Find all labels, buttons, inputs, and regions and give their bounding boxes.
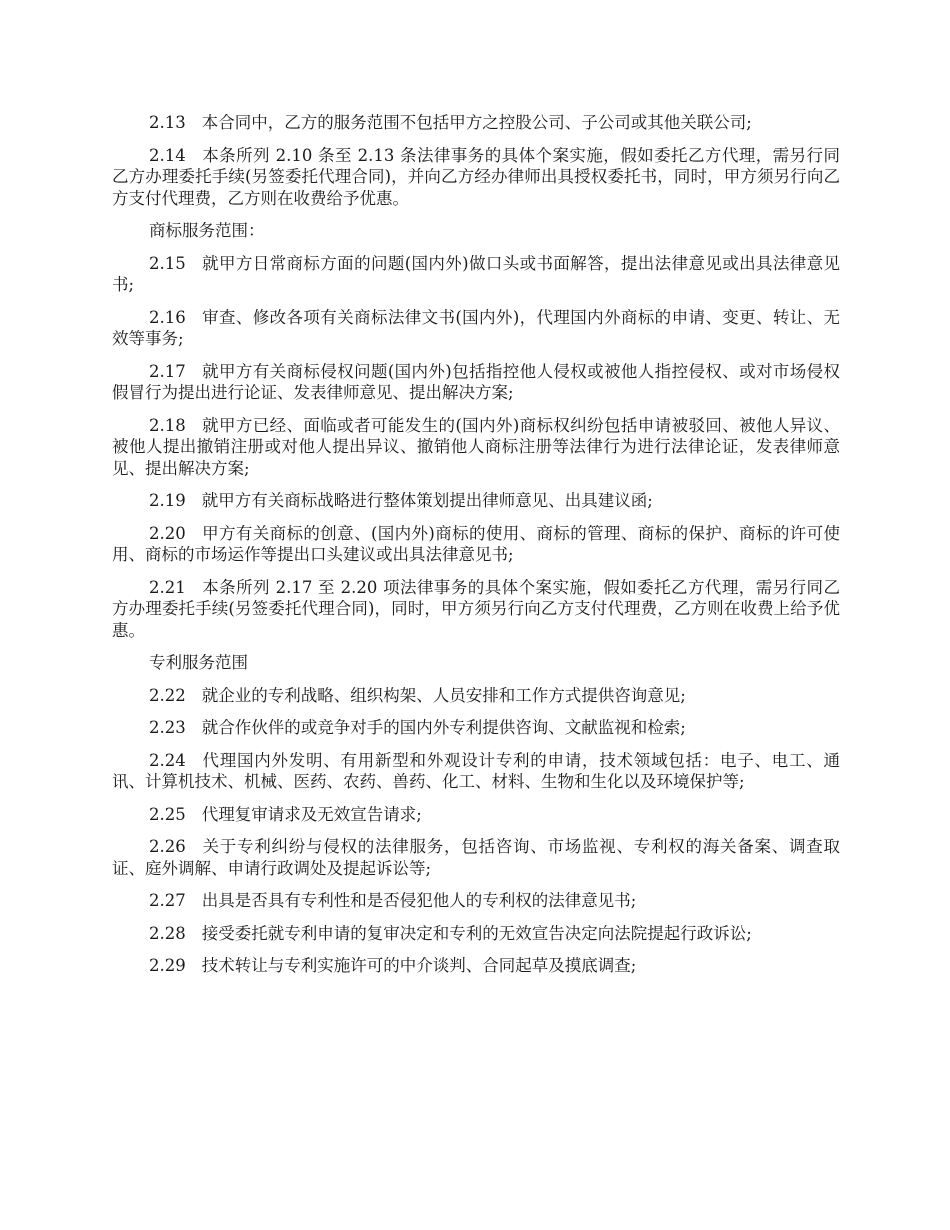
clause-2-13 xyxy=(112,112,840,134)
clause-2-20 xyxy=(112,523,840,566)
clause-text: 就甲方有关商标战略进行整体策划提出律师意见、出具建议函; xyxy=(201,491,653,510)
clause-2-23 xyxy=(112,717,840,739)
clause-number: 2.29 xyxy=(149,956,186,975)
clause-text: 就企业的专利战略、组织构架、人员安排和工作方式提供咨询意见; xyxy=(201,685,686,705)
clause-text: 审查、修改各项有关商标法律文书(国内外)，代理国内外商标的申请、变更、转让、无效等事务; xyxy=(112,307,840,348)
clause-2-15 xyxy=(112,253,840,296)
clause-2-21 xyxy=(112,577,840,642)
clause-2-18 xyxy=(112,415,840,480)
clause-2-19 xyxy=(112,490,840,512)
clause-2-26 xyxy=(112,836,840,879)
clause-number: 2.21 xyxy=(149,577,186,597)
clause-text: 接受委托就专利申请的复审决定和专利的无效宣告决定向法院提起行政诉讼; xyxy=(201,923,752,943)
clause-2-25 xyxy=(112,804,840,826)
clause-2-16 xyxy=(112,307,840,350)
section-heading-patent: 专利服务范围 xyxy=(149,653,248,672)
clause-number: 2.23 xyxy=(149,718,186,737)
clause-number: 2.26 xyxy=(149,837,186,856)
clause-2-29 xyxy=(112,955,840,977)
clause-number: 2.19 xyxy=(149,491,186,510)
clause-number: 2.22 xyxy=(149,685,186,705)
clause-2-28 xyxy=(112,923,840,945)
clause-2-22 xyxy=(112,685,840,707)
document-page xyxy=(112,112,840,988)
clause-text: 代理国内外发明、有用新型和外观设计专利的申请，技术领域包括：电子、电工、通讯、计算机技术、机械、医药、农药、兽药、化工、材料、生物和生化以及环境保护等; xyxy=(112,750,840,791)
clause-text: 代理复审请求及无效宣告请求; xyxy=(201,804,422,824)
clause-number: 2.16 xyxy=(149,307,186,327)
clause-text: 本合同中，乙方的服务范围不包括甲方之控股公司、子公司或其他关联公司; xyxy=(201,113,752,132)
clause-2-14 xyxy=(112,145,840,210)
clause-2-17 xyxy=(112,361,840,404)
clause-text: 本条所列 2.10 条至 2.13 条法律事务的具体个案实施，假如委托乙方代理，需另行同乙方办理委托手续(另签委托代理合同)，并向乙方经办律师出具授权委托书，同时，甲方须另行向乙方支付代理费，乙方则在收费给予优惠。 xyxy=(112,145,840,208)
section-heading-trademark: 商标服务范围： xyxy=(149,221,265,240)
clause-number: 2.27 xyxy=(149,891,186,910)
clause-number: 2.14 xyxy=(149,145,186,165)
clause-text: 就合作伙伴的或竞争对手的国内外专利提供咨询、文献监视和检索; xyxy=(201,718,686,737)
clause-2-24 xyxy=(112,750,840,793)
clause-text: 就甲方有关商标侵权问题(国内外)包括指控他人侵权或被他人指控侵权、或对市场侵权假冒行为提出进行论证、发表律师意见、提出解决方案; xyxy=(112,361,840,402)
clause-number: 2.15 xyxy=(149,253,186,273)
clause-number: 2.25 xyxy=(149,804,186,824)
clause-number: 2.17 xyxy=(149,361,186,381)
clause-text: 出具是否具有专利性和是否侵犯他人的专利权的法律意见书; xyxy=(201,891,637,910)
clause-number: 2.18 xyxy=(149,415,186,435)
clause-number: 2.20 xyxy=(149,523,186,543)
clause-text: 就甲方已经、面临或者可能发生的(国内外)商标权纠纷包括申请被驳回、被他人异议、被他人提出撤销注册或对他人提出异议、撤销他人商标注册等法律行为进行法律论证，发表律师意见、提出解决方案; xyxy=(112,415,840,478)
clause-text: 甲方有关商标的创意、(国内外)商标的使用、商标的管理、商标的保护、商标的许可使用、商标的市场运作等提出口头建议或出具法律意见书; xyxy=(112,523,840,564)
clause-number: 2.24 xyxy=(149,750,186,770)
clause-text: 关于专利纠纷与侵权的法律服务，包括咨询、市场监视、专利权的海关备案、调查取证、庭外调解、申请行政调处及提起诉讼等; xyxy=(112,837,840,878)
clause-text: 技术转让与专利实施许可的中介谈判、合同起草及摸底调查; xyxy=(201,956,637,975)
clause-2-27 xyxy=(112,890,840,912)
clause-text: 本条所列 2.17 至 2.20 项法律事务的具体个案实施，假如委托乙方代理，需另行同乙方办理委托手续(另签委托代理合同)，同时，甲方须另行向乙方支付代理费，乙方则在收费上给予优惠。 xyxy=(112,577,840,640)
clause-text: 就甲方日常商标方面的问题(国内外)做口头或书面解答，提出法律意见或出具法律意见书; xyxy=(112,253,840,294)
clause-number: 2.28 xyxy=(149,923,186,943)
clause-number: 2.13 xyxy=(149,113,186,132)
